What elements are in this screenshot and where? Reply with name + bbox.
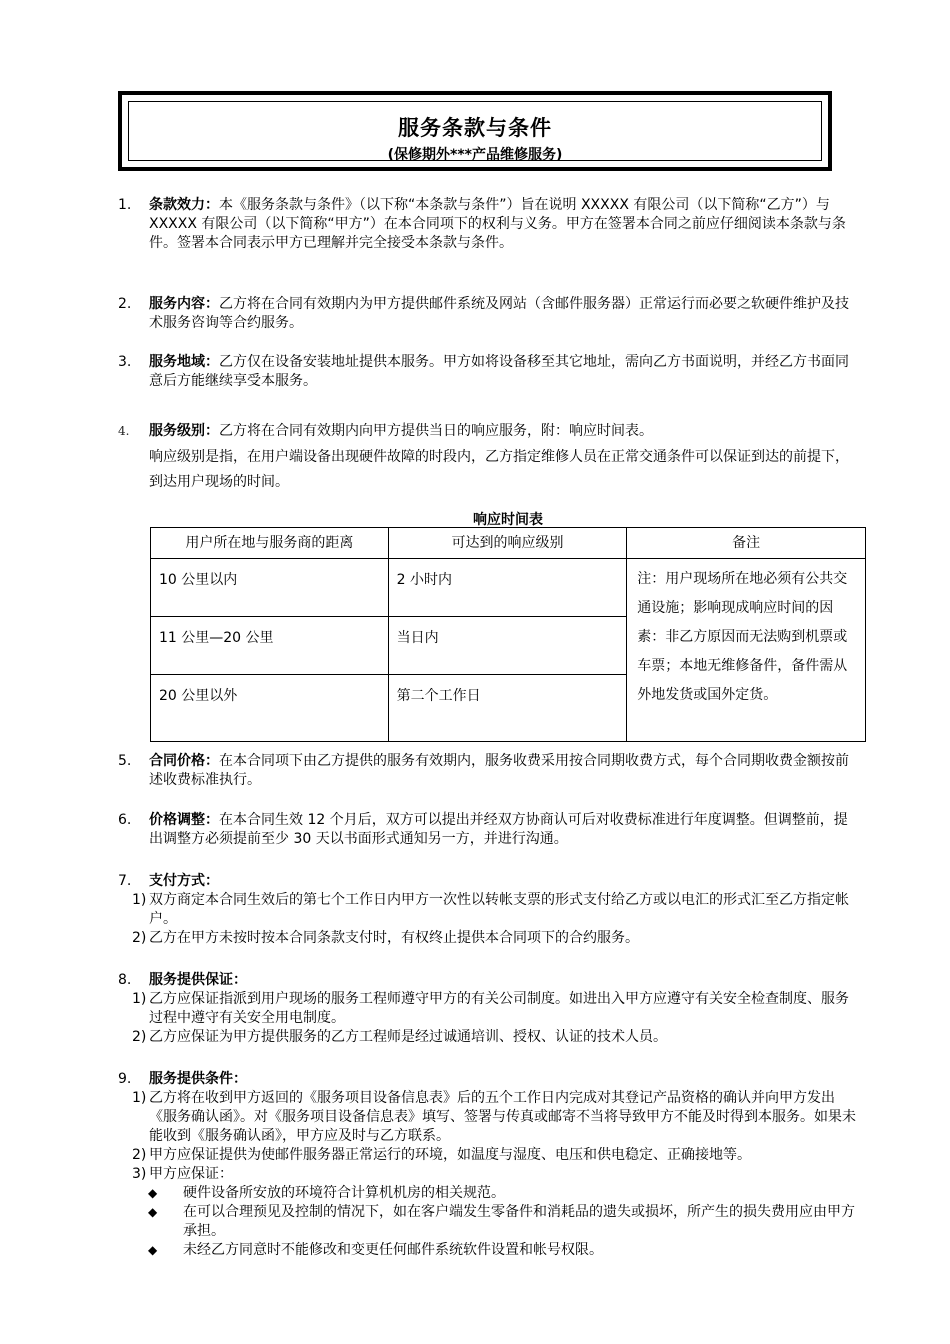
diamond-bullet-icon: ◆ [148, 1243, 158, 1257]
item-number: 2) [132, 1029, 147, 1045]
bullet-item [118, 1241, 858, 1260]
heading-colon: ： [205, 753, 219, 769]
section-text: 本《服务条款与条件》（以下称“本条款与条件”）旨在说明 XXXXX 有限公司（以下简称“乙方”）与 XXXXX 有限公司（以下简称“甲方”）在本合同项下的权利与义务。甲方在签署本合同之前应仔细阅读本条款与条件。签署本合同表示甲方已理解并完全接受本条款与条件。 [149, 197, 846, 251]
section-heading: 服务提供条件： [149, 1071, 247, 1087]
item-text: 双方商定本合同生效后的第七个工作日内甲方一次性以转帐支票的形式支付给乙方或以电汇的形式汇至乙方指定帐户。 [149, 892, 849, 927]
column-header: 可达到的响应级别 [388, 528, 627, 559]
section-heading: 价格调整 [149, 812, 205, 828]
section-number: 8. [118, 972, 132, 988]
section-8 [118, 971, 858, 1047]
item-text: 乙方在甲方未按时按本合同条款支付时，有权终止提供本合同项下的合约服务。 [149, 930, 639, 946]
section-heading: 条款效力 [149, 197, 205, 213]
title-inner-frame [128, 101, 822, 161]
list-item [118, 1165, 858, 1184]
item-text: 甲方应保证提供为使邮件服务器正常运行的环境，如温度与湿度、电压和供电稳定、正确接地等。 [149, 1147, 751, 1163]
diamond-bullet-icon: ◆ [148, 1186, 158, 1200]
section-6 [118, 811, 858, 849]
section-5 [118, 752, 858, 790]
heading-colon: ： [205, 354, 219, 370]
item-number: 2) [132, 930, 147, 946]
item-text: 乙方应保证为甲方提供服务的乙方工程师是经过诚通培训、授权、认证的技术人员。 [149, 1029, 667, 1045]
section-heading: 服务内容 [149, 296, 205, 312]
heading-colon: ： [205, 296, 219, 312]
table-cell: 第二个工作日 [388, 675, 627, 742]
bullet-text: 未经乙方同意时不能修改和变更任何邮件系统软件设置和帐号权限。 [183, 1242, 603, 1258]
list-item [118, 990, 858, 1028]
bullet-text: 硬件设备所安放的环境符合计算机机房的相关规范。 [183, 1185, 505, 1201]
bullet-item [118, 1203, 858, 1241]
section-number: 7. [118, 873, 132, 889]
page-subtitle: (保修期外***产品维修服务) [387, 147, 563, 163]
column-header: 用户所在地与服务商的距离 [151, 528, 389, 559]
table-title: 响应时间表 [473, 512, 543, 528]
item-number: 1) [132, 892, 147, 908]
section-1 [118, 196, 858, 253]
heading-colon: ： [205, 423, 219, 439]
section-number: 1. [118, 197, 132, 213]
table-cell: 2 小时内 [388, 559, 627, 617]
section-number: 9. [118, 1071, 132, 1087]
section-4 [118, 422, 858, 495]
title-box [118, 91, 832, 171]
table-row [151, 559, 866, 617]
section-2 [118, 295, 858, 333]
section-number: 4. [118, 424, 130, 438]
bullet-item [118, 1184, 858, 1203]
list-item [118, 1146, 858, 1165]
section-heading: 服务级别 [149, 423, 205, 439]
response-time-table [150, 527, 866, 742]
section-7 [118, 872, 858, 948]
item-text: 乙方将在收到甲方返回的《服务项目设备信息表》后的五个工作日内完成对其登记产品资格的确认并向甲方发出《服务确认函》。对《服务项目设备信息表》填写、签署与传真或邮寄不当将导致甲方不能及时得到本服务。如果未能收到《服务确认函》，甲方应及时与乙方联系。 [149, 1090, 856, 1144]
item-number: 1) [132, 1090, 147, 1106]
section-text: 乙方将在合同有效期内为甲方提供邮件系统及网站（含邮件服务器）正常运行而必要之软硬件维护及技术服务咨询等合约服务。 [149, 296, 849, 331]
section-heading: 合同价格 [149, 753, 205, 769]
column-header: 备注 [627, 528, 866, 559]
table-cell: 10 公里以内 [151, 559, 389, 617]
bullet-text: 在可以合理预见及控制的情况下，如在客户端发生零备件和消耗品的遗失或损坏，所产生的损失费用应由甲方承担。 [183, 1204, 855, 1239]
list-item [118, 929, 858, 948]
section-text: 在本合同生效 12 个月后，双方可以提出并经双方协商认可后对收费标准进行年度调整。但调整前，提出调整方必须提前至少 30 天以书面形式通知另一方，并进行沟通。 [149, 812, 848, 847]
item-number: 3) [132, 1166, 147, 1182]
diamond-bullet-icon: ◆ [148, 1205, 158, 1219]
section-paragraph: 响应级别是指，在用户端设备出现硬件故障的时段内，乙方指定维修人员在正常交通条件可以保证到达的前提下，到达用户现场的时间。 [149, 449, 849, 490]
section-number: 2. [118, 296, 132, 312]
item-number: 2) [132, 1147, 147, 1163]
section-text: 乙方仅在设备安装地址提供本服务。甲方如将设备移至其它地址，需向乙方书面说明，并经乙方书面同意后方能继续享受本服务。 [149, 354, 849, 389]
section-text: 在本合同项下由乙方提供的服务有效期内，服务收费采用按合同期收费方式，每个合同期收费金额按前述收费标准执行。 [149, 753, 849, 788]
section-9 [118, 1070, 858, 1260]
section-3 [118, 353, 858, 391]
heading-colon: ： [205, 812, 219, 828]
table-cell: 当日内 [388, 617, 627, 675]
table-note-cell: 注：用户现场所在地必须有公共交通设施；影响现成响应时间的因素：非乙方原因而无法购到机票或车票；本地无维修备件，备件需从外地发货或国外定货。 [627, 559, 866, 742]
list-item [118, 891, 858, 929]
section-number: 5. [118, 753, 132, 769]
page-title: 服务条款与条件 [398, 116, 552, 140]
section-text: 乙方将在合同有效期内向甲方提供当日的响应服务，附：响应时间表。 [219, 423, 653, 439]
item-text: 甲方应保证： [149, 1166, 233, 1182]
table-header-row [151, 528, 866, 559]
heading-colon: ： [205, 197, 219, 213]
list-item [118, 1089, 858, 1146]
section-number: 3. [118, 354, 132, 370]
section-heading: 服务地域 [149, 354, 205, 370]
item-number: 1) [132, 991, 147, 1007]
list-item [118, 1028, 858, 1047]
item-text: 乙方应保证指派到用户现场的服务工程师遵守甲方的有关公司制度。如进出入甲方应遵守有关安全检查制度、服务过程中遵守有关安全用电制度。 [149, 991, 849, 1026]
section-number: 6. [118, 812, 132, 828]
table-cell: 11 公里—20 公里 [151, 617, 389, 675]
table-cell: 20 公里以外 [151, 675, 389, 742]
section-heading: 支付方式： [149, 873, 219, 889]
section-heading: 服务提供保证： [149, 972, 247, 988]
